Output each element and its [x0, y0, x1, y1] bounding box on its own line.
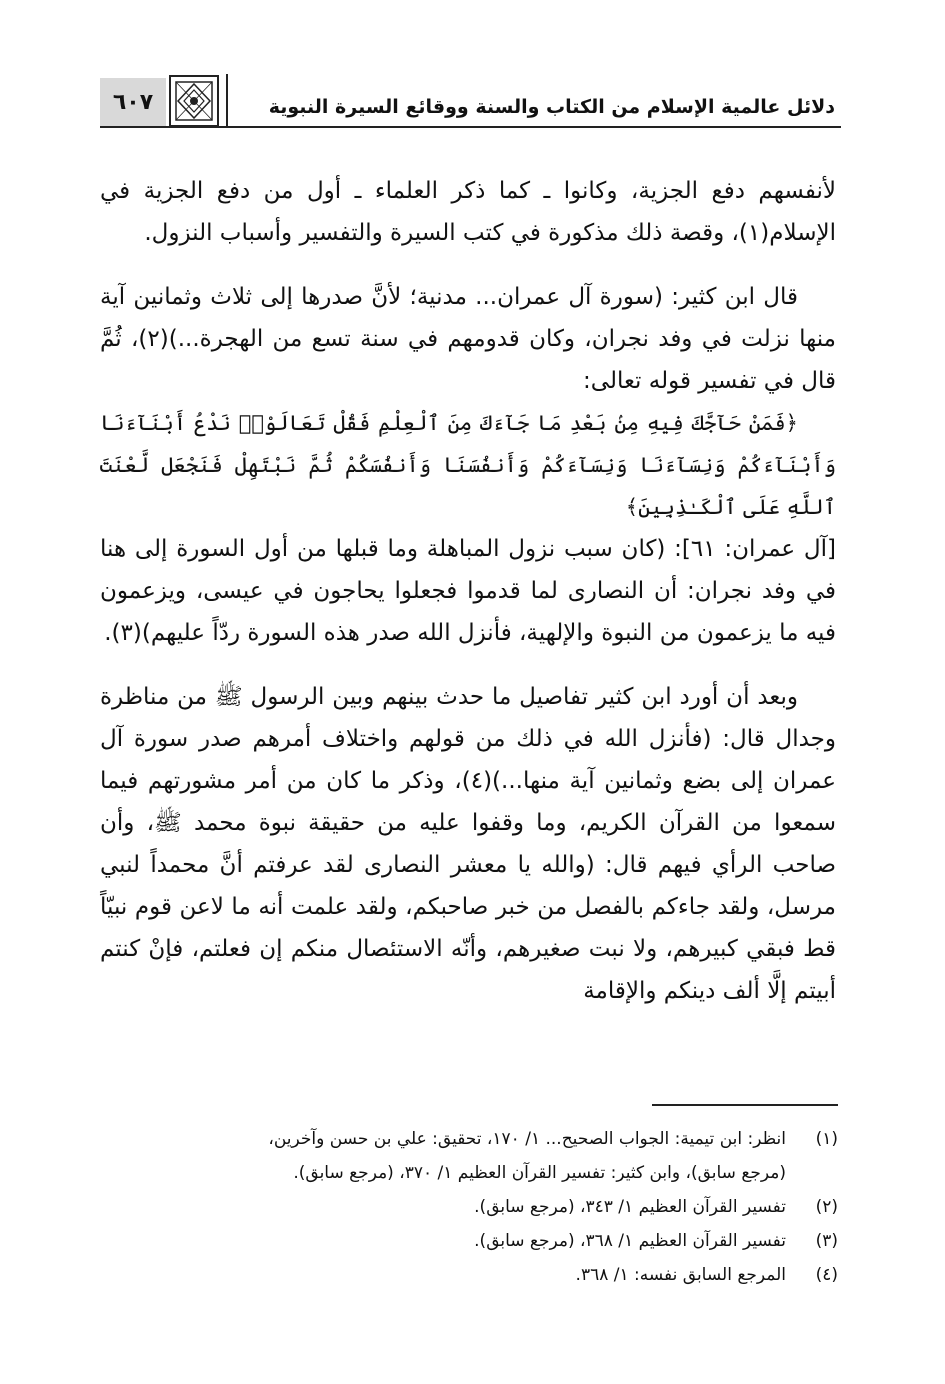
ornament-icon — [168, 74, 220, 128]
paragraph-3: وبعد أن أورد ابن كثير تفاصيل ما حدث بينهم وبين الرسول ﷺ من مناظرة وجدال قال: (فأنزل الله في ذلك من قولهم واختلاف أمرهم صدر سورة آل عمران إلى بضع وثمانين آية منها...)(٤)، وذكر ما كان من أمر مشورتهم فيما سمعوا من القرآن الكريم، وما وقفوا عليه من حقيقة نبوة محمد ﷺ، وأن صاحب الرأي فيهم قال: (والله يا معشر النصارى لقد عرفتم أنَّ محمداً لنبي مرسل، ولقد جاءكم بالفصل من خبر صاحبكم، ولقد علمت أنه ما لاعن قوم نبيّاً قط فبقي كبيرهم، ولا نبت صغيرهم، وأنّه الاستئصال منكم إن فعلتم، فإنْ كنتم أبيتم إلَّا ألف دينكم والإقامة — [100, 684, 837, 1004]
footnote-number: (١) — [815, 1129, 838, 1149]
footnote-3 — [100, 1224, 838, 1258]
paragraph-1: لأنفسهم دفع الجزية، وكانوا ـ كما ذكر العلماء ـ أول من دفع الجزية في الإسلام(١)، وقصة ذلك مذكورة في كتب السيرة والتفسير وأسباب النزول. — [100, 178, 836, 246]
footnote-text: تفسير القرآن العظيم ١/ ٣٦٨، (مرجع سابق). — [474, 1231, 786, 1251]
page-number — [100, 78, 166, 126]
footnote-2 — [100, 1190, 838, 1224]
footnote-1-continuation: (مرجع سابق)، وابن كثير: تفسير القرآن العظيم ١/ ٣٧٠، (مرجع سابق). — [293, 1163, 786, 1183]
footnote-text: انظر: ابن تيمية: الجواب الصحيح... ١/ ١٧٠، تحقيق: علي بن حسن وآخرين، — [268, 1129, 786, 1149]
footnote-number: (٣) — [815, 1231, 838, 1251]
footnote-4 — [100, 1258, 838, 1292]
running-header-title: دلائل عالمية الإسلام من الكتاب والسنة ووقائع السيرة النبوية — [268, 96, 835, 118]
quran-verse: ﴿فَمَنْ حَآجَّكَ فِيهِ مِنۢ بَعْدِ مَا جَآءَكَ مِنَ ٱلْعِلْمِ فَقُلْ تَعَالَوْا۟ نَدْعُ أَبْنَآءَنَا وَأَبْنَآءَكُمْ وَنِسَآءَنَا وَنِسَآءَكُمْ وَأَنفُسَنَا وَأَنفُسَكُمْ ثُمَّ نَبْتَهِلْ فَنَجْعَل لَّعْنَتَ ٱللَّهِ عَلَى ٱلْكَـٰذِبِينَ﴾ — [100, 411, 836, 519]
paragraph-2-intro: قال ابن كثير: (سورة آل عمران... مدنية؛ لأنَّ صدرها إلى ثلاث وثمانين آية منها نزلت في وفد نجران، وكان قدومهم في سنة تسع من الهجرة...)(٢)، ثُمَّ قال في تفسير قوله تعالى: — [100, 284, 837, 394]
footnote-text: المرجع السابق نفسه: ١/ ٣٦٨. — [575, 1265, 786, 1285]
page-number-text: ٦٠٧ — [112, 89, 154, 115]
footnotes — [100, 1122, 838, 1292]
footnote-1 — [100, 1122, 838, 1156]
header-rule — [100, 126, 841, 128]
footnote-rule — [652, 1104, 838, 1106]
footnote-number: (٢) — [815, 1197, 838, 1217]
footnote-text: تفسير القرآن العظيم ١/ ٣٤٣، (مرجع سابق). — [474, 1197, 786, 1217]
main-text — [100, 170, 836, 1034]
footnote-number: (٤) — [815, 1265, 838, 1285]
paragraph-2-continuation: [آل عمران: ٦١]: (كان سبب نزول المباهلة وما قبلها من أول السورة إلى هنا في وفد نجران: أن النصارى لما قدموا فجعلوا يحاجون في عيسى، ويزعمون فيه ما يزعمون من النبوة والإلهية، فأنزل الله صدر هذه السورة ردّاً عليهم)(٣). — [100, 536, 837, 646]
paragraph-2 — [100, 276, 836, 654]
